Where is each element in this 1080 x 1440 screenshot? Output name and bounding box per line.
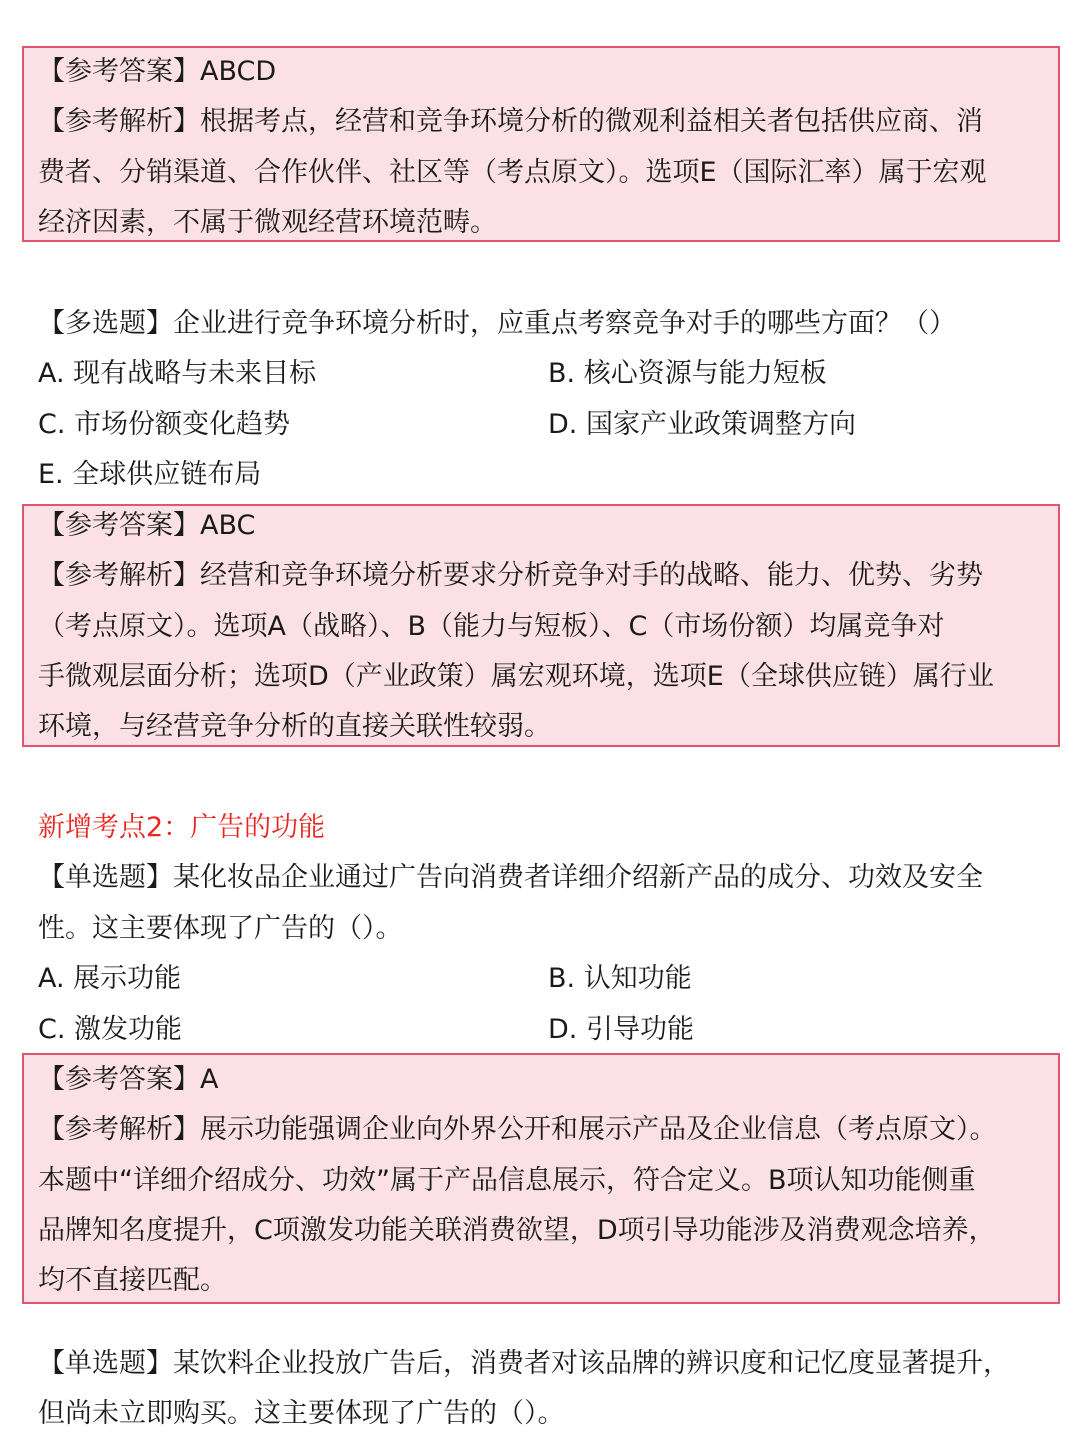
explanation-line: 费者、分销渠道、合作伙伴、社区等（考点原文）。选项E（国际汇率）属于宏观 <box>38 157 987 188</box>
explanation-line: （考点原文）。选项A（战略）、B（能力与短板）、C（市场份额）均属竞争对 <box>38 611 945 642</box>
explanation-line: 品牌知名度提升，C项激发功能关联消费欲望，D项引导功能涉及消费观念培养， <box>38 1215 996 1246</box>
option-a: A. 现有战略与未来目标 <box>38 358 317 389</box>
explanation-line: 经济因素，不属于微观经营环境范畴。 <box>38 207 497 238</box>
option-e: E. 全球供应链布局 <box>38 459 262 490</box>
question-stem: 【多选题】企业进行竞争环境分析时，应重点考察竞争对手的哪些方面？（） <box>38 308 956 339</box>
explanation-line: 本题中“详细介绍成分、功效”属于产品信息展示，符合定义。B项认知功能侧重 <box>38 1165 976 1196</box>
option-d: D. 引导功能 <box>548 1014 694 1045</box>
option-b: B. 核心资源与能力短板 <box>548 358 827 389</box>
answer-line: 【参考答案】ABCD <box>38 56 277 87</box>
explanation-line: 【参考解析】展示功能强调企业向外界公开和展示产品及企业信息（考点原文）。 <box>38 1114 997 1145</box>
question-stem: 【单选题】某饮料企业投放广告后，消费者对该品牌的辨识度和记忆度显著提升， <box>38 1348 1010 1379</box>
explanation-line: 环境，与经营竞争分析的直接关联性较弱。 <box>38 711 551 742</box>
answer-line: 【参考答案】ABC <box>38 510 256 541</box>
option-b: B. 认知功能 <box>548 963 692 994</box>
question-stem: 但尚未立即购买。这主要体现了广告的（）。 <box>38 1398 565 1429</box>
option-c: C. 市场份额变化趋势 <box>38 409 291 440</box>
answer-line: 【参考答案】A <box>38 1064 219 1095</box>
question-stem: 性。这主要体现了广告的（）。 <box>38 913 403 944</box>
explanation-line: 手微观层面分析；选项D（产业政策）属宏观环境，选项E（全球供应链）属行业 <box>38 661 994 692</box>
explanation-line: 均不直接匹配。 <box>38 1265 227 1296</box>
explanation-line: 【参考解析】经营和竞争环境分析要求分析竞争对手的战略、能力、优势、劣势 <box>38 560 983 591</box>
question-stem: 【单选题】某化妆品企业通过广告向消费者详细介绍新产品的成分、功效及安全 <box>38 862 983 893</box>
section-heading: 新增考点2：广告的功能 <box>38 812 326 843</box>
option-a: A. 展示功能 <box>38 963 182 994</box>
option-c: C. 激发功能 <box>38 1014 183 1045</box>
option-d: D. 国家产业政策调整方向 <box>548 409 856 440</box>
explanation-line: 【参考解析】根据考点，经营和竞争环境分析的微观利益相关者包括供应商、消 <box>38 106 983 137</box>
